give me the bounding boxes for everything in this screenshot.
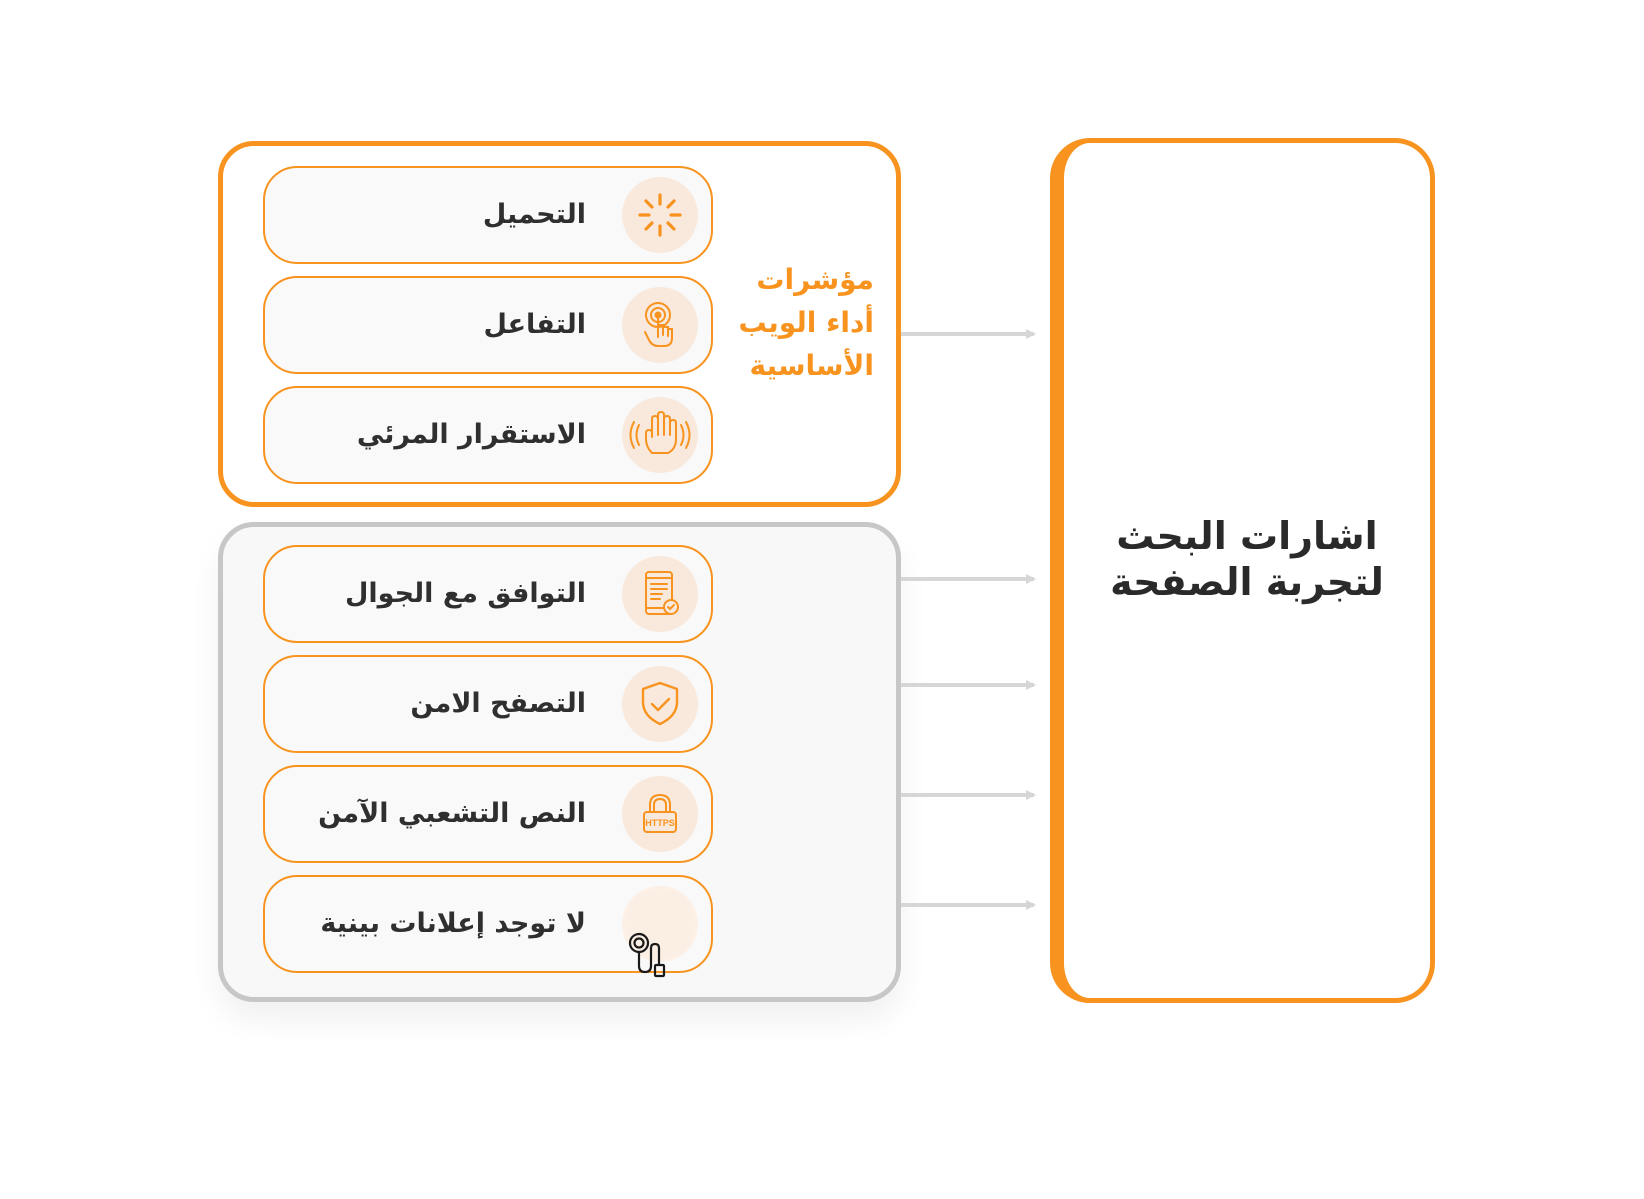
- card-safe-browsing-label: التصفح الامن: [410, 688, 586, 719]
- shield-check-icon: [622, 666, 698, 742]
- card-mobile-friendly-label: التوافق مع الجوال: [344, 578, 586, 609]
- page-experience-signals-box: [1050, 138, 1435, 1003]
- svg-text:HTTPS: HTTPS: [645, 818, 675, 828]
- card-https-label: النص التشعبي الآمن: [318, 798, 586, 829]
- loading-spinner-icon: [622, 177, 698, 253]
- card-https: [263, 765, 713, 863]
- stable-hand-icon: [622, 397, 698, 473]
- card-visual-stability-label: الاستقرار المرئي: [356, 419, 586, 450]
- card-no-interstitials: [263, 875, 713, 973]
- touch-tap-icon: [622, 287, 698, 363]
- card-safe-browsing: [263, 655, 713, 753]
- card-interaction-label: التفاعل: [483, 309, 586, 340]
- card-no-interstitials-label: لا توجد إعلانات بينية: [320, 908, 586, 939]
- mobile-check-icon: [622, 556, 698, 632]
- https-lock-icon: [622, 776, 698, 852]
- card-mobile-friendly: [263, 545, 713, 643]
- ad-blocker-icon: [622, 886, 698, 962]
- page-experience-signals-title: اشارات البحث لتجربة الصفحة: [1110, 514, 1384, 604]
- card-loading: [263, 166, 713, 264]
- core-web-vitals-label: مؤشرات أداء الويب الأساسية: [738, 263, 874, 382]
- card-interaction: [263, 276, 713, 374]
- card-loading-label: التحميل: [482, 199, 586, 230]
- card-visual-stability: [263, 386, 713, 484]
